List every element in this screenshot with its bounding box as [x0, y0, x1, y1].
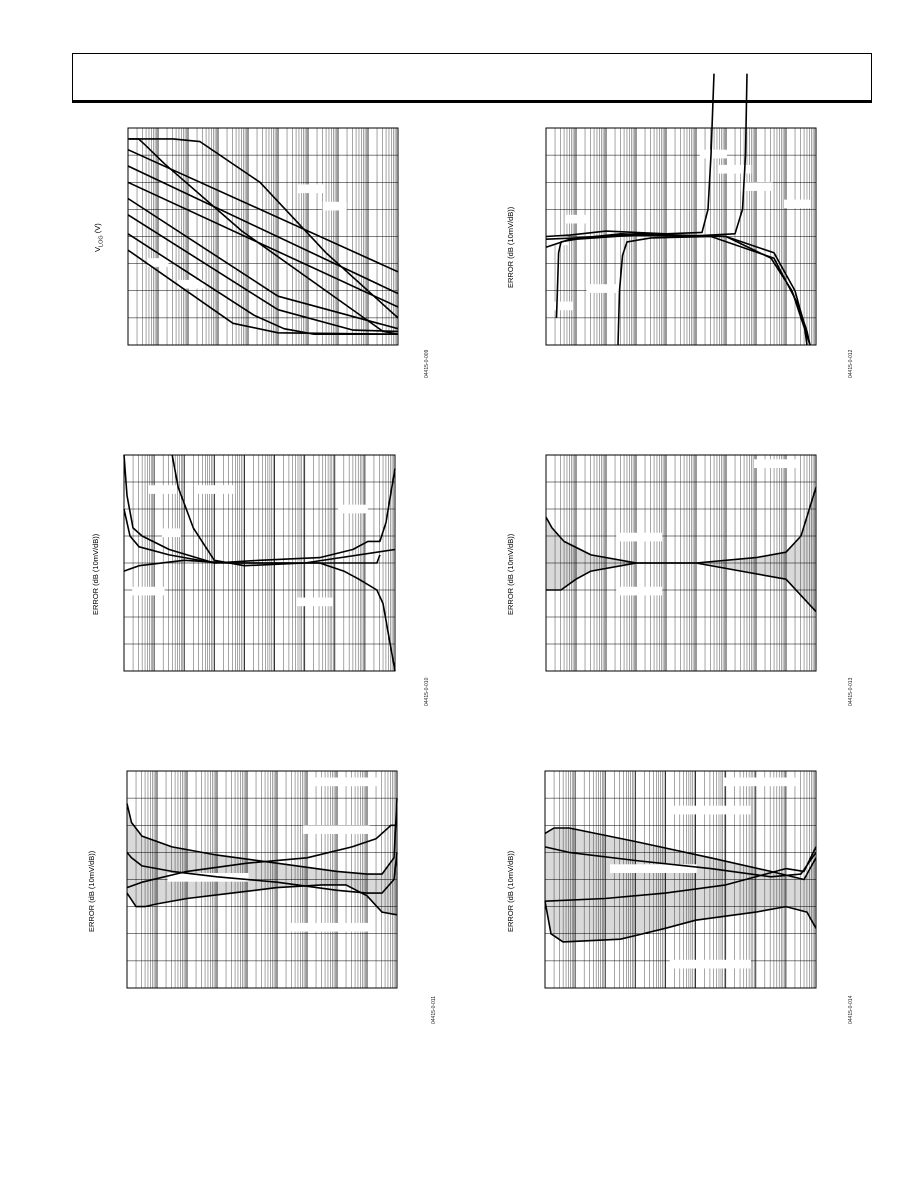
- chart-error-e-svg: [545, 771, 816, 988]
- chart-error-b-svg: [124, 455, 395, 671]
- legend-box: [322, 202, 346, 211]
- chart-error-c-svg: [546, 455, 816, 671]
- legend-box: [338, 505, 368, 514]
- chart-error-d-svg: [127, 771, 397, 988]
- legend-box: [546, 302, 573, 311]
- legend-box: [168, 873, 249, 882]
- legend-box: [303, 825, 371, 834]
- legend-box: [298, 184, 325, 193]
- chart-error-b: [124, 455, 395, 671]
- series-line-3: [128, 150, 398, 272]
- chart-error-a-svg: [546, 128, 816, 345]
- legend-box: [132, 587, 165, 596]
- chart-error-b-fig-code: 04415-0-010: [424, 677, 430, 706]
- legend-box: [148, 485, 175, 494]
- legend-box: [724, 778, 800, 787]
- legend-box: [297, 598, 332, 607]
- chart-error-d-ylabel: ERROR (dB (10mV/dB)): [87, 850, 96, 932]
- chart-error-a: [546, 128, 816, 345]
- legend-box: [565, 215, 587, 224]
- legend-box: [194, 485, 235, 494]
- chart-error-c-fig-code: 04415-0-013: [848, 677, 854, 706]
- legend-box: [587, 284, 619, 293]
- legend-box: [719, 165, 751, 174]
- legend-box: [700, 150, 727, 159]
- legend-box: [784, 200, 811, 209]
- chart-vlog-svg: [128, 128, 398, 345]
- chart-error-d: [127, 771, 397, 988]
- chart-error-b-ylabel: ERROR (dB (10mV/dB)): [91, 533, 100, 615]
- legend-box: [162, 528, 181, 537]
- legend-box: [754, 459, 800, 468]
- page-header-box: [72, 53, 872, 103]
- legend-box: [616, 587, 662, 596]
- legend-box: [740, 182, 772, 191]
- chart-error-c: [546, 455, 816, 671]
- chart-vlog-fig-code: 04415-0-009: [424, 349, 430, 378]
- shaded-region: [127, 798, 397, 915]
- chart-error-a-fig-code: 04415-0-012: [848, 349, 854, 378]
- legend-box: [616, 533, 662, 542]
- series-line-8: [128, 234, 398, 334]
- series-line-1: [546, 487, 816, 563]
- legend-box: [670, 806, 751, 815]
- series-line-3: [124, 560, 395, 671]
- chart-error-c-ylabel: ERROR (dB (10mV/dB)): [506, 533, 515, 615]
- chart-error-e-fig-code: 04415-0-014: [848, 995, 854, 1024]
- chart-error-a-ylabel: ERROR (dB (10mV/dB)): [506, 206, 515, 288]
- legend-box: [289, 923, 370, 932]
- chart-error-d-fig-code: 04415-0-011: [431, 996, 437, 1024]
- series-line-5: [128, 182, 398, 307]
- legend-box: [311, 778, 379, 787]
- chart-vlog: [128, 128, 398, 345]
- shaded-region: [546, 487, 816, 611]
- chart-error-e: [545, 771, 816, 988]
- legend-box: [670, 960, 751, 969]
- chart-vlog-ylabel: $V_{LOG}$ (V): [93, 223, 105, 252]
- chart-error-e-ylabel: ERROR (dB (10mV/dB)): [506, 850, 515, 932]
